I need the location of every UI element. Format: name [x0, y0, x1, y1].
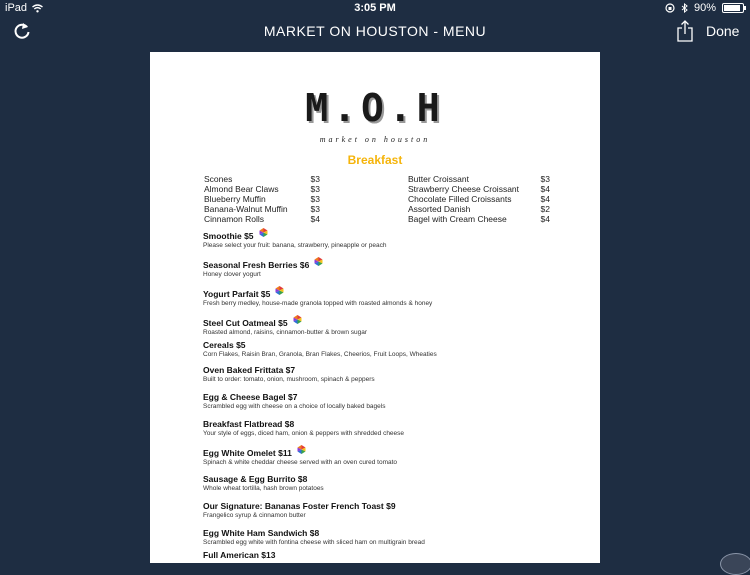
pastry-price: $3 — [310, 194, 320, 204]
menu-item — [203, 288, 432, 307]
menu-item-description: Honey clover yogurt — [203, 271, 261, 278]
tagline: market on houston — [319, 135, 431, 144]
menu-item — [203, 365, 375, 383]
pastry-row — [204, 204, 320, 214]
logo: M.O.H — [305, 86, 445, 130]
pastry-name: Almond Bear Claws — [204, 184, 279, 194]
menu-item-title-text: Egg White Omelet $11 — [203, 447, 292, 458]
pastry-price: $4 — [540, 194, 550, 204]
menu-item-title-text: Egg & Cheese Bagel $7 — [203, 392, 298, 402]
menu-item-title-text: Steel Cut Oatmeal $5 — [203, 317, 288, 328]
healthy-choice-icon — [313, 256, 324, 267]
menu-item-title-text: Our Signature: Bananas Foster French Toast $9 — [203, 501, 396, 511]
menu-item-title-text: Smoothie $5 — [203, 230, 254, 241]
pastry-name: Scones — [204, 174, 233, 184]
menu-item-description: Corn Flakes, Raisin Bran, Granola, Bran Flakes, Cheerios, Fruit Loops, Wheaties — [203, 351, 437, 358]
menu-item-title-text: Full American $13 — [203, 550, 276, 560]
healthy-choice-icon — [274, 285, 285, 296]
pastry-price: $3 — [310, 184, 320, 194]
menu-item — [203, 447, 397, 466]
menu-item-title — [203, 317, 367, 328]
menu-item-title-text: Breakfast Flatbread $8 — [203, 419, 295, 429]
pastry-name: Strawberry Cheese Croissant — [408, 184, 520, 194]
pastry-row — [204, 214, 320, 224]
menu-item-title-text: Seasonal Fresh Berries $6 — [203, 259, 310, 270]
menu-item-description: Scrambled egg with cheese on a choice of locally baked bagels — [203, 403, 386, 410]
menu-item-description: Your style of eggs, diced ham, onion & peppers with shredded cheese — [203, 430, 405, 437]
pastry-price: $4 — [540, 184, 550, 194]
pastry-price: $2 — [540, 204, 550, 214]
healthy-choice-icon — [258, 227, 269, 238]
menu-document[interactable] — [150, 52, 600, 563]
menu-item-description: Fresh berry medley, house-made granola topped with roasted almonds & honey — [203, 300, 433, 307]
pastry-name: Bagel with Cream Cheese — [408, 214, 507, 224]
pastry-row — [408, 184, 550, 194]
menu-item-title — [203, 392, 385, 402]
menu-item-description: Scrambled egg white with fontina cheese with sliced ham on multigrain bread — [203, 539, 425, 546]
menu-item — [203, 259, 324, 278]
menu-item-title — [203, 550, 275, 560]
menu-item-title — [203, 528, 425, 538]
pastry-price: $3 — [310, 204, 320, 214]
menu-item — [203, 474, 324, 492]
battery-level — [724, 5, 740, 11]
pastry-name: Assorted Danish — [408, 204, 471, 214]
menu-item — [203, 550, 275, 560]
pastry-name: Cinnamon Rolls — [204, 214, 264, 224]
pastry-row — [204, 194, 320, 204]
navigation-bar — [0, 16, 750, 48]
menu-item-title-text: Sausage & Egg Burrito $8 — [203, 474, 308, 484]
pastry-price: $3 — [310, 174, 320, 184]
menu-item-title — [203, 419, 404, 429]
pastry-row — [408, 194, 550, 204]
menu-item — [203, 501, 396, 519]
menu-item — [203, 528, 425, 546]
menu-item-title-text: Oven Baked Frittata $7 — [203, 365, 296, 375]
menu-item-title — [203, 474, 324, 484]
pastry-name: Chocolate Filled Croissants — [408, 194, 512, 204]
menu-item-title — [203, 501, 396, 511]
section-heading: Breakfast — [347, 153, 403, 167]
status-right — [665, 2, 744, 14]
pastry-row — [408, 204, 550, 214]
bluetooth-icon — [681, 3, 688, 13]
menu-item — [203, 340, 437, 358]
carrier-label: iPad — [5, 2, 28, 14]
pastry-name: Blueberry Muffin — [204, 194, 266, 204]
menu-item-description: Whole wheat tortilla, hash brown potatoes — [203, 485, 324, 492]
pastry-price: $3 — [540, 174, 550, 184]
healthy-choice-icon — [296, 444, 307, 455]
status-time: 3:05 PM — [354, 2, 396, 14]
menu-item-title-text: Yogurt Parfait $5 — [203, 288, 271, 299]
pastry-row — [408, 214, 550, 224]
pastry-price: $4 — [540, 214, 550, 224]
menu-item — [203, 230, 386, 249]
menu-item-title — [203, 230, 386, 241]
pastry-row — [408, 174, 550, 184]
menu-item-title-text: Cereals $5 — [203, 340, 246, 350]
done-button[interactable]: Done — [706, 23, 740, 39]
menu-item — [203, 419, 404, 437]
menu-item-description: Frangelico syrup & cinnamon butter — [203, 512, 306, 519]
menu-item — [203, 317, 367, 336]
pastry-name: Butter Croissant — [408, 174, 469, 184]
share-icon[interactable] — [676, 19, 694, 43]
menu-item-description: Roasted almond, raisins, cinnamon-butter & brown sugar — [203, 329, 368, 336]
battery-percent: 90% — [693, 2, 716, 14]
menu-item-description: Please select your fruit: banana, strawberry, pineapple or peach — [203, 242, 387, 249]
menu-item-title — [203, 340, 437, 350]
healthy-choice-icon — [292, 314, 303, 325]
menu-item — [203, 392, 385, 410]
status-bar — [0, 0, 750, 16]
pastry-list-left — [204, 174, 320, 224]
pastry-name: Banana-Walnut Muffin — [204, 204, 288, 214]
pastry-row — [204, 184, 320, 194]
menu-item-title — [203, 447, 397, 458]
menu-item-title — [203, 288, 432, 299]
pastry-row — [204, 174, 320, 184]
battery-icon — [722, 3, 744, 13]
page-title: MARKET ON HOUSTON - MENU — [263, 23, 487, 39]
pastry-list-right — [408, 174, 550, 224]
menu-item-description: Built to order: tomato, onion, mushroom, spinach & peppers — [203, 376, 375, 383]
rotation-lock-icon — [665, 3, 675, 13]
menu-item-title-text: Egg White Ham Sandwich $8 — [203, 528, 320, 538]
menu-item-description: Spinach & white cheddar cheese served with an oven cured tomato — [203, 459, 398, 466]
menu-item-title — [203, 259, 324, 270]
assistive-touch-button[interactable] — [720, 553, 750, 575]
pastry-price: $4 — [310, 214, 320, 224]
menu-item-title — [203, 365, 375, 375]
